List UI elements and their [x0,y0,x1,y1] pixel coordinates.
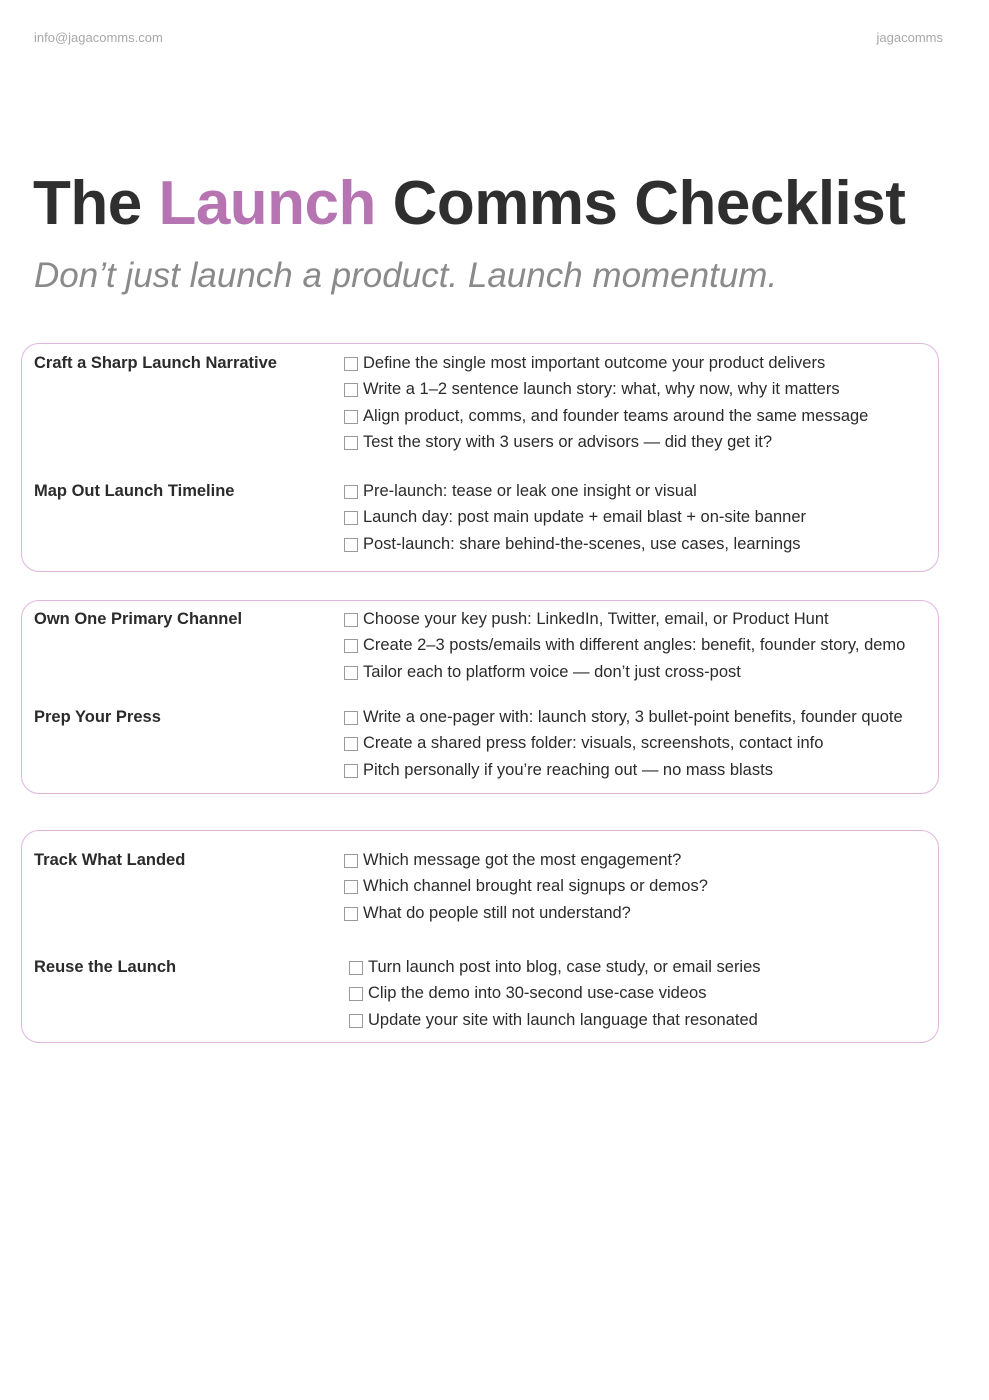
checkbox[interactable] [344,357,358,371]
item-label: Post-launch: share behind-the-scenes, use cases, learnings [363,534,801,553]
section-title: Map Out Launch Timeline [34,482,235,500]
item-label: Pre-launch: tease or leak one insight or visual [363,482,697,500]
checkbox[interactable] [344,436,358,450]
checklist-items [344,708,903,787]
checklist-item[interactable] [344,380,868,406]
checklist-item[interactable] [344,508,806,534]
section-title: Prep Your Press [34,708,161,726]
checklist-card-2 [21,600,939,794]
checkbox[interactable] [344,538,358,552]
checkbox[interactable] [344,880,358,894]
checkbox[interactable] [344,666,358,680]
checklist-item[interactable] [344,354,868,380]
checklist-item[interactable] [344,407,868,433]
checklist-item[interactable] [344,482,806,508]
section-title: Craft a Sharp Launch Narrative [34,354,277,372]
checklist-items [344,354,868,459]
checkbox[interactable] [344,410,358,424]
item-label: Choose your key push: LinkedIn, Twitter, email, or Product Hunt [363,610,829,628]
item-label: Create a shared press folder: visuals, screenshots, contact info [363,734,824,753]
item-label: Launch day: post main update + email blast + on-site banner [363,508,807,527]
checkbox[interactable] [349,987,363,1001]
checkbox[interactable] [344,907,358,921]
item-label: Tailor each to platform voice — don’t just cross-post [363,662,741,681]
page-subtitle: Don’t just launch a product. Launch momentum. [34,256,778,295]
checklist-items [349,958,761,1037]
item-label: Pitch personally if you’re reaching out — no mass blasts [363,760,773,779]
checklist-item[interactable] [344,433,868,459]
checkbox[interactable] [344,383,358,397]
section-title: Track What Landed [34,851,186,869]
checklist-card-1 [21,343,939,572]
item-label: Create 2–3 posts/emails with different angles: benefit, founder story, demo [363,636,906,655]
section-title: Own One Primary Channel [34,610,243,628]
page-title [33,168,905,239]
item-label: Test the story with 3 users or advisors — did they get it? [363,432,773,451]
checkbox[interactable] [344,639,358,653]
item-label: Clip the demo into 30-second use-case videos [368,984,707,1003]
checklist-item[interactable] [344,708,903,734]
section-title: Reuse the Launch [34,958,177,976]
item-label: Write a 1–2 sentence launch story: what, why now, why it matters [363,380,840,399]
item-label: Which channel brought real signups or demos? [363,877,708,896]
checklist-item[interactable] [349,1011,761,1037]
checkbox[interactable] [344,485,358,499]
item-label: Write a one-pager with: launch story, 3 bullet-point benefits, founder quote [363,708,903,726]
header-brand: jagacomms [876,30,943,45]
checkbox[interactable] [349,961,363,975]
checklist-item[interactable] [344,851,708,877]
checkbox[interactable] [344,511,358,525]
checklist-items [344,482,806,561]
item-label: Which message got the most engagement? [363,851,682,869]
checklist-items [344,851,708,930]
checklist-item[interactable] [344,877,708,903]
checklist-item[interactable] [349,984,761,1010]
checklist-item[interactable] [344,734,903,760]
checklist-item[interactable] [344,904,708,930]
header-email: info@jagacomms.com [34,30,163,45]
checklist-item[interactable] [344,761,903,787]
checkbox[interactable] [344,711,358,725]
checklist-item[interactable] [344,535,806,561]
title-accent: Launch [158,169,376,238]
item-label: Turn launch post into blog, case study, or email series [368,958,761,976]
item-label: What do people still not understand? [363,903,631,922]
checklist-items [344,610,905,689]
checkbox[interactable] [344,854,358,868]
checklist-item[interactable] [349,958,761,984]
checkbox[interactable] [349,1014,363,1028]
checkbox[interactable] [344,737,358,751]
item-label: Update your site with launch language that resonated [368,1010,758,1029]
checklist-card-3 [21,830,939,1043]
checkbox[interactable] [344,613,358,627]
title-part1: The [33,169,159,238]
item-label: Define the single most important outcome your product delivers [363,354,826,372]
item-label: Align product, comms, and founder teams around the same message [363,406,869,425]
checklist-item[interactable] [344,610,905,636]
title-part2: Comms Checklist [375,169,906,238]
checklist-item[interactable] [344,663,905,689]
checklist-item[interactable] [344,636,905,662]
checkbox[interactable] [344,764,358,778]
